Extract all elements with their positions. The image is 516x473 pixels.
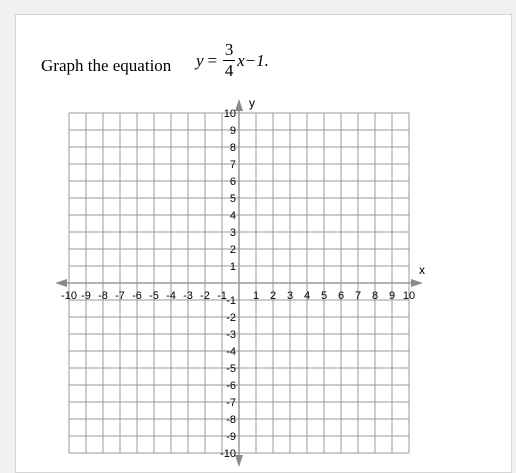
x-tick-label: -8	[98, 290, 108, 302]
equation-tail: x−1.	[237, 50, 269, 70]
y-tick-label: 8	[229, 142, 236, 154]
fraction-numerator: 3	[224, 40, 234, 59]
y-tick-label: 5	[229, 193, 236, 205]
x-tick-label: 5	[320, 290, 328, 302]
y-tick-label: 4	[229, 210, 236, 222]
y-axis-up-arrow	[235, 99, 243, 111]
x-tick-label: 6	[337, 290, 345, 302]
y-tick-label: -8	[226, 414, 236, 426]
x-tick-label: 3	[286, 290, 294, 302]
x-tick-label: 9	[388, 290, 396, 302]
x-axis-left-arrow	[55, 279, 67, 287]
y-tick-label: -7	[226, 397, 236, 409]
x-tick-label: -2	[200, 290, 210, 302]
equation-lhs: y	[196, 50, 204, 70]
y-tick-label: 3	[229, 227, 236, 239]
x-tick-label: 4	[303, 290, 311, 302]
y-tick-label: -5	[226, 363, 236, 375]
y-tick-label: 9	[229, 125, 236, 137]
x-tick-label: -1	[217, 290, 227, 302]
y-tick-label: -6	[226, 380, 236, 392]
y-tick-label: 2	[229, 244, 236, 256]
x-tick-label: -9	[81, 290, 91, 302]
fraction-denominator: 4	[224, 61, 234, 80]
x-tick-label: -7	[115, 290, 125, 302]
y-tick-label: -3	[226, 329, 236, 341]
y-tick-label: 10	[223, 108, 236, 120]
y-axis-label: y	[249, 96, 255, 110]
question-prompt: Graph the equation	[41, 56, 172, 75]
y-tick-label: -2	[226, 312, 236, 324]
x-axis-label: x	[419, 263, 425, 277]
x-axis-right-arrow	[411, 279, 423, 287]
equation-equals: =	[207, 50, 218, 70]
x-tick-label: -5	[149, 290, 159, 302]
y-tick-label: -10	[220, 448, 236, 460]
x-tick-label: 10	[402, 290, 416, 302]
x-tick-label: 7	[354, 290, 362, 302]
y-axis-down-arrow	[235, 455, 243, 467]
y-tick-label: 7	[229, 159, 236, 171]
x-tick-label: 8	[371, 290, 379, 302]
y-tick-label: 6	[229, 176, 236, 188]
y-tick-label: -4	[226, 346, 236, 358]
y-tick-label: 1	[229, 261, 236, 273]
x-tick-label: 2	[269, 290, 277, 302]
y-tick-label: -1	[226, 295, 236, 307]
x-tick-label: -4	[166, 290, 176, 302]
x-tick-label: -6	[132, 290, 142, 302]
y-tick-label: -9	[226, 431, 236, 443]
x-tick-label: 1	[252, 290, 260, 302]
x-tick-label: -10	[61, 290, 77, 302]
x-tick-label: -3	[183, 290, 193, 302]
